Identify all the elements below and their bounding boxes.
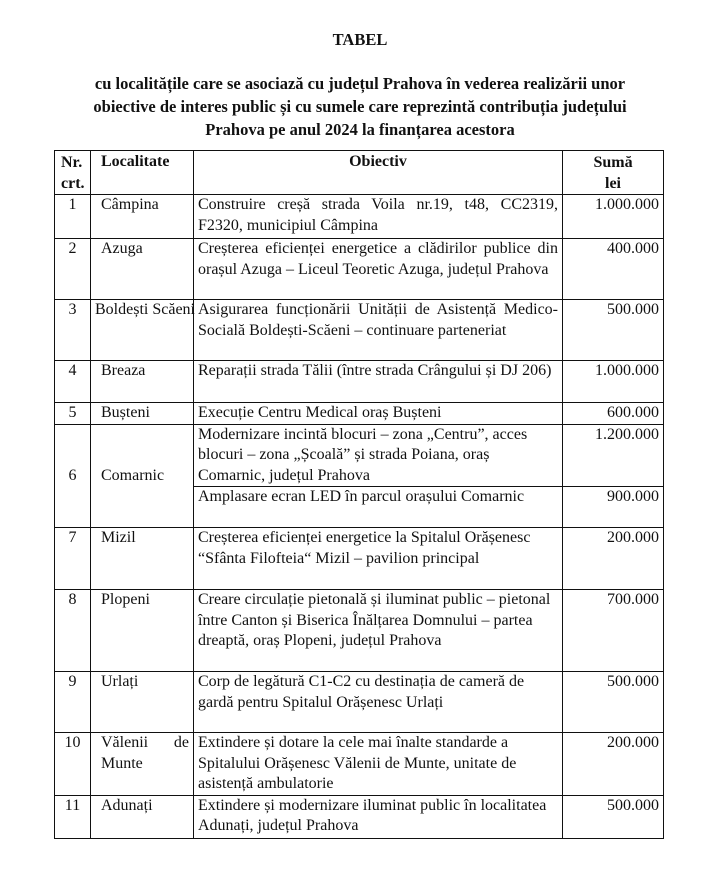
cell-obiectiv: Amplasare ecran LED în parcul orașului Comarnic	[194, 487, 563, 528]
table-row	[55, 195, 664, 239]
cell-localitate: Boldești Scăeni	[91, 300, 194, 361]
header-nr-line2: crt.	[61, 175, 85, 192]
subtitle-line: cu localitățile care se asociază cu județul Prahova în vederea realizării unor	[94, 74, 626, 93]
table-row	[55, 528, 664, 590]
cell-localitate: Bușteni	[91, 403, 194, 425]
cell-nr: 8	[55, 590, 91, 672]
header-suma	[563, 151, 664, 195]
table-row	[55, 403, 664, 425]
subtitle-line: obiective de interes public și cu sumele care reprezintă contribuția județului	[93, 97, 627, 116]
cell-obiectiv: Modernizare incintă blocuri – zona „Centru”, acces blocuri – zona „Școală” și strada Poiana, oraș Comarnic, județul Prahova	[194, 424, 563, 487]
cell-obiectiv: Extindere și modernizare iluminat public în localitatea Adunați, județul Prahova	[194, 795, 563, 838]
cell-obiectiv: Corp de legătură C1-C2 cu destinația de cameră de gardă pentru Spitalul Orășenesc Urlați	[194, 672, 563, 733]
header-suma-line2: lei	[605, 175, 621, 192]
table-row	[55, 361, 664, 403]
header-obiectiv: Obiectiv	[194, 151, 563, 195]
header-nr-line1: Nr.	[61, 154, 83, 171]
cell-obiectiv: Asigurarea funcționării Unității de Asistență Medico-Socială Boldești-Scăeni – continuare parteneriat	[194, 300, 563, 361]
cell-obiectiv: Reparații strada Tălii (între strada Crângului și DJ 206)	[194, 361, 563, 403]
cell-suma: 500.000	[563, 300, 664, 361]
cell-suma: 700.000	[563, 590, 664, 672]
cell-nr: 9	[55, 672, 91, 733]
table-row	[55, 424, 664, 487]
table-header-row	[55, 151, 664, 195]
cell-obiectiv: Execuție Centru Medical oraș Bușteni	[194, 403, 563, 425]
subtitle-line: Prahova pe anul 2024 la finanțarea acestora	[205, 120, 515, 139]
cell-suma: 500.000	[563, 672, 664, 733]
cell-nr: 2	[55, 239, 91, 300]
header-nr-crt	[55, 151, 91, 195]
cell-suma: 1.200.000	[563, 424, 664, 487]
cell-nr: 4	[55, 361, 91, 403]
cell-obiectiv: Extindere și dotare la cele mai înalte standarde a Spitalului Orășenesc Vălenii de Munte, unitate de asistență ambulatorie	[194, 733, 563, 796]
header-localitate: Localitate	[91, 151, 194, 195]
cell-localitate: Câmpina	[91, 195, 194, 239]
cell-obiectiv: Creare circulație pietonală și iluminat public – pietonal între Canton și Biserica Înălțarea Domnului – partea dreaptă, oraș Plopeni, județul Prahova	[194, 590, 563, 672]
document-title: TABEL	[332, 30, 388, 49]
cell-nr: 6	[55, 424, 91, 528]
document-subtitle	[40, 72, 680, 141]
cell-obiectiv: Construire creșă strada Voila nr.19, t48, CC2319, F2320, municipiul Câmpina	[194, 195, 563, 239]
localitate-word: de	[173, 734, 189, 751]
table-row	[55, 239, 664, 300]
cell-suma: 900.000	[563, 487, 664, 528]
cell-nr: 7	[55, 528, 91, 590]
table-row	[55, 300, 664, 361]
cell-suma: 200.000	[563, 733, 664, 796]
table-row	[55, 795, 664, 838]
table-row	[55, 733, 664, 796]
cell-localitate: Azuga	[91, 239, 194, 300]
cell-suma: 600.000	[563, 403, 664, 425]
cell-suma: 200.000	[563, 528, 664, 590]
localitate-line2: Munte	[101, 754, 143, 772]
cell-suma: 400.000	[563, 239, 664, 300]
cell-localitate: Breaza	[91, 361, 194, 403]
cell-suma: 500.000	[563, 795, 664, 838]
cell-nr: 11	[55, 795, 91, 838]
cell-localitate: Urlați	[91, 672, 194, 733]
cell-nr: 5	[55, 403, 91, 425]
cell-suma: 1.000.000	[563, 361, 664, 403]
cell-localitate: Plopeni	[91, 590, 194, 672]
cell-obiectiv: Creșterea eficienței energetice la Spitalul Orășenesc “Sfânta Filofteia“ Mizil – pavilion principal	[194, 528, 563, 590]
cell-localitate	[91, 733, 194, 796]
cell-nr: 3	[55, 300, 91, 361]
localities-table	[54, 150, 664, 839]
cell-localitate: Comarnic	[91, 424, 194, 528]
cell-localitate: Mizil	[91, 528, 194, 590]
localitate-line1	[101, 733, 189, 754]
cell-obiectiv: Creșterea eficienței energetice a clădirilor publice din orașul Azuga – Liceul Teoretic Azuga, județul Prahova	[194, 239, 563, 300]
header-suma-line1: Sumă	[593, 154, 633, 171]
cell-localitate: Adunați	[91, 795, 194, 838]
table-row	[55, 590, 664, 672]
table-row	[55, 672, 664, 733]
cell-nr: 10	[55, 733, 91, 796]
cell-suma: 1.000.000	[563, 195, 664, 239]
localitate-word: Vălenii	[101, 734, 149, 751]
cell-nr: 1	[55, 195, 91, 239]
